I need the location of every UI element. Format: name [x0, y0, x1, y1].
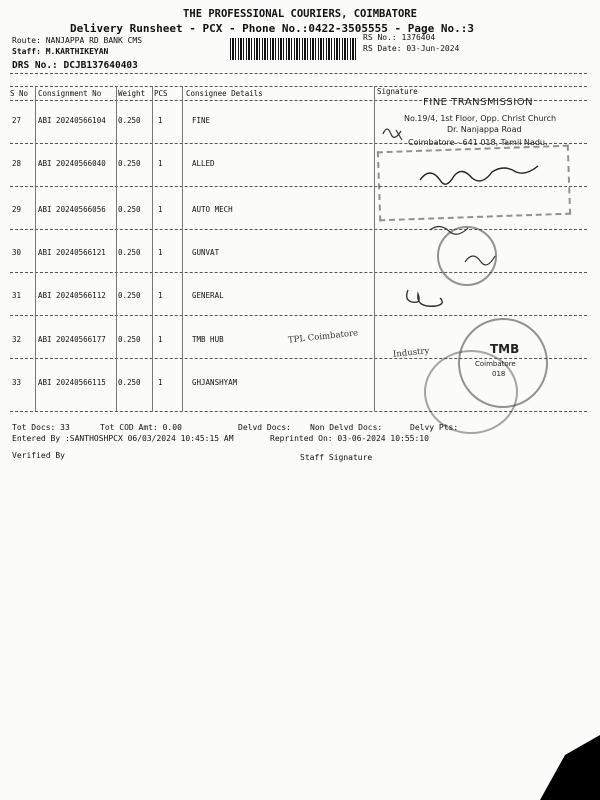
- row-weight: 0.250: [118, 205, 141, 214]
- row-sno: 27: [12, 116, 22, 125]
- row-consignee: FINE: [192, 116, 211, 125]
- row-consignee: GHJANSHYAM: [192, 378, 238, 387]
- row-consignment: ABI 20240566056: [38, 205, 106, 214]
- footer-entered-by: Entered By :SANTHOSHPCX 06/03/2024 10:45:15 AM: [12, 434, 234, 443]
- rs-date: RS Date: 03-Jun-2024: [363, 44, 460, 53]
- footer-non-delvd-docs: Non Delvd Docs:: [310, 423, 383, 432]
- row-weight: 0.250: [118, 116, 141, 125]
- route-label: Route:: [12, 36, 41, 45]
- runsheet-title: Delivery Runsheet - PCX - Phone No.:0422-3505555 - Page No.:3: [70, 22, 474, 35]
- header-pcs: PCS: [154, 89, 168, 98]
- header-consignee: Consignee Details: [186, 89, 263, 98]
- stamp-address-2: Dr. Nanjappa Road: [447, 125, 522, 134]
- drs-value: DCJB137640403: [63, 60, 138, 71]
- footer-staff-signature: Staff Signature: [300, 453, 373, 462]
- row-consignee: AUTO MECH: [192, 205, 233, 214]
- footer-tot-docs: Tot Docs: 33: [12, 423, 70, 432]
- row-pcs: 1: [158, 335, 163, 344]
- tmb-city: Coimbatore: [475, 360, 516, 368]
- row-consignment: ABI 20240566177: [38, 335, 106, 344]
- tmb-pin: 018: [492, 370, 506, 378]
- row-pcs: 1: [158, 378, 163, 387]
- footer-tot-cod: Tot COD Amt: 0.00: [100, 423, 182, 432]
- row-sno: 29: [12, 205, 22, 214]
- stamp-company-name: FINE TRANSMISSION: [423, 97, 534, 108]
- row-weight: 0.250: [118, 291, 141, 300]
- row-weight: 0.250: [118, 159, 141, 168]
- row-pcs: 1: [158, 159, 163, 168]
- rs-number: RS No.: 1376404: [363, 33, 436, 42]
- row-consignee: GENERAL: [192, 291, 224, 300]
- row-consignee: TMB HUB: [192, 335, 224, 344]
- row-consignee: GUNVAT: [192, 248, 220, 257]
- row-sno: 33: [12, 378, 22, 387]
- row-pcs: 1: [158, 205, 163, 214]
- handwritten-industry: Industry: [392, 346, 430, 360]
- header-sno: S No: [10, 89, 29, 98]
- row-sno: 31: [12, 291, 22, 300]
- row-consignment: ABI 20240566121: [38, 248, 106, 257]
- footer-delvy-pts: Delvy Pts:: [410, 423, 459, 432]
- footer-delvd-docs: Delvd Docs:: [238, 423, 291, 432]
- row-consignment: ABI 20240566112: [38, 291, 106, 300]
- drs-label: DRS No.:: [12, 60, 58, 71]
- row-sno: 28: [12, 159, 22, 168]
- row-sno: 30: [12, 248, 22, 257]
- row-consignee: ALLED: [192, 159, 215, 168]
- row-weight: 0.250: [118, 248, 141, 257]
- footer-reprinted-on: Reprinted On: 03-06-2024 10:55:10: [270, 434, 429, 443]
- row-sno: 32: [12, 335, 22, 344]
- row-pcs: 1: [158, 116, 163, 125]
- row-consignment: ABI 20240566040: [38, 159, 106, 168]
- header-consignment: Consignment No: [38, 89, 102, 98]
- tmb-logo: TMB: [490, 342, 520, 356]
- staff-value: M.KARTHIKEYAN: [45, 47, 109, 56]
- row-consignment: ABI 20240566104: [38, 116, 106, 125]
- header-signature: Signature: [377, 87, 418, 96]
- stamp-address-3: Coimbatore - 641 018, Tamil Nadu.: [408, 138, 548, 147]
- company-title: THE PROFESSIONAL COURIERS, COIMBATORE: [183, 8, 417, 20]
- row-weight: 0.250: [118, 378, 141, 387]
- row-pcs: 1: [158, 248, 163, 257]
- header-weight: Weight: [118, 89, 146, 98]
- staff-label: Staff:: [12, 47, 41, 56]
- row-pcs: 1: [158, 291, 163, 300]
- stamp-address-1: No.19/4, 1st Floor, Opp. Christ Church: [404, 114, 557, 123]
- route-value: NANJAPPA RD BANK CMS: [45, 36, 143, 45]
- handwritten-tpl: TPL Coimbatore: [287, 328, 359, 346]
- footer-verified-by: Verified By: [12, 451, 65, 460]
- row-consignment: ABI 20240566115: [38, 378, 106, 387]
- row-weight: 0.250: [118, 335, 141, 344]
